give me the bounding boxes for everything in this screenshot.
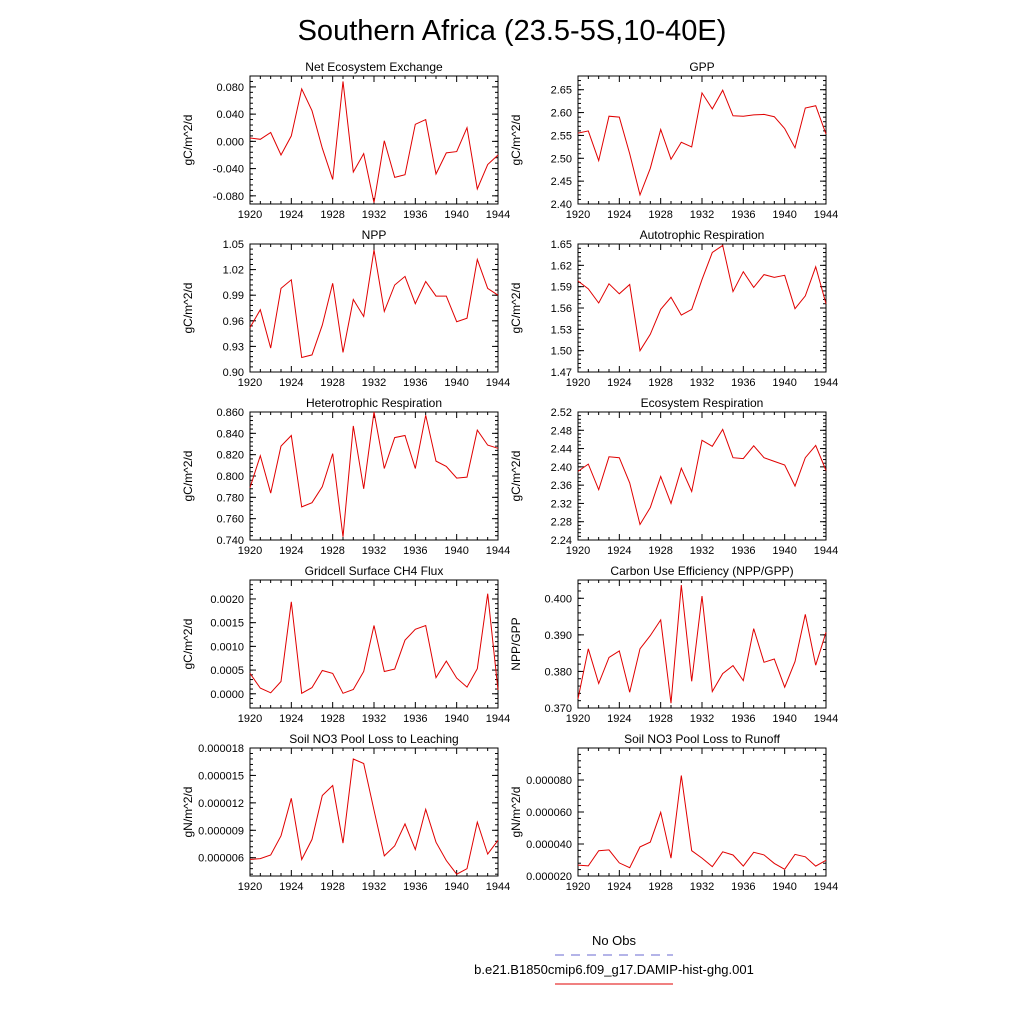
x-tick-label: 1920 [565, 209, 591, 221]
x-tick-label: 1928 [320, 713, 345, 725]
y-tick-label: 2.24 [550, 535, 572, 547]
panel-title: Net Ecosystem Exchange [305, 60, 443, 74]
y-tick-label: 0.000015 [198, 770, 244, 783]
panel-9 [181, 732, 510, 893]
panel-title: Soil NO3 Pool Loss to Runoff [624, 732, 780, 746]
y-tick-label: 0.380 [544, 666, 572, 679]
x-tick-label: 1928 [320, 209, 345, 221]
x-tick-label: 1940 [772, 713, 797, 725]
x-tick-label: 1928 [320, 881, 345, 893]
x-tick-label: 1920 [565, 377, 591, 389]
legend-model-label: b.e21.B1850cmip6.f09_g17.DAMIP-hist-ghg.001 [474, 962, 754, 977]
x-tick-label: 1936 [731, 545, 756, 557]
x-tick-label: 1932 [689, 881, 715, 893]
y-axis-label: NPP/GPP [509, 617, 523, 671]
x-tick-label: 1928 [648, 377, 673, 389]
figure-title: Southern Africa (23.5-5S,10-40E) [297, 15, 727, 47]
x-tick-label: 1928 [648, 545, 673, 557]
panel-3 [181, 228, 510, 389]
y-axis-label: gC/m^2/d [181, 114, 195, 166]
x-tick-label: 1944 [485, 881, 511, 893]
legend-obs-label: No Obs [591, 933, 637, 948]
y-tick-label: 0.0010 [210, 641, 244, 654]
panel-8 [509, 564, 838, 725]
x-tick-label: 1940 [772, 377, 797, 389]
series-line [578, 245, 826, 350]
legend [474, 933, 754, 984]
y-tick-label: 1.53 [550, 324, 572, 337]
panel-title: NPP [361, 228, 387, 242]
x-tick-label: 1940 [772, 545, 797, 557]
y-tick-label: 0.000060 [526, 807, 572, 819]
y-tick-label: 1.05 [222, 239, 244, 251]
panel-5 [181, 396, 510, 557]
y-tick-label: 0.0005 [210, 665, 244, 678]
y-tick-label: 1.56 [550, 303, 572, 315]
y-tick-label: 2.36 [550, 480, 572, 493]
x-tick-label: 1936 [403, 209, 428, 221]
panel-title: Gridcell Surface CH4 Flux [304, 564, 444, 578]
panel-title: Heterotrophic Respiration [305, 396, 443, 410]
y-tick-label: 0.000012 [198, 797, 244, 810]
panel-6 [509, 396, 838, 557]
y-axis-label: gC/m^2/d [509, 450, 523, 502]
x-tick-label: 1936 [403, 545, 428, 557]
x-tick-label: 1924 [607, 377, 632, 389]
x-tick-label: 1928 [320, 545, 345, 557]
y-tick-label: 0.0015 [210, 617, 244, 630]
series-line [578, 776, 826, 870]
y-tick-label: 0.040 [216, 109, 244, 122]
x-tick-label: 1932 [361, 545, 387, 557]
x-tick-label: 1920 [237, 713, 263, 725]
y-axis-label: gC/m^2/d [181, 282, 195, 334]
x-tick-label: 1940 [444, 713, 469, 725]
x-tick-label: 1920 [565, 545, 591, 557]
y-tick-label: 0.800 [216, 471, 244, 483]
y-tick-label: 0.370 [544, 703, 572, 715]
x-tick-label: 1944 [813, 881, 839, 893]
y-axis-label: gN/m^2/d [509, 786, 523, 838]
y-tick-label: 2.65 [550, 84, 572, 97]
y-tick-label: 2.40 [550, 461, 572, 474]
panel-title: Carbon Use Efficiency (NPP/GPP) [610, 564, 794, 578]
x-tick-label: 1928 [648, 209, 673, 221]
y-tick-label: 0.000018 [198, 743, 244, 755]
y-axis-label: gC/m^2/d [181, 618, 195, 670]
x-tick-label: 1944 [485, 713, 511, 725]
y-tick-label: 0.000009 [198, 825, 244, 838]
x-tick-label: 1928 [648, 713, 673, 725]
plot-frame [578, 412, 826, 540]
x-tick-label: 1920 [565, 881, 591, 893]
panel-2 [509, 60, 838, 221]
y-tick-label: 2.40 [550, 199, 572, 211]
y-tick-label: 0.760 [216, 513, 244, 526]
x-tick-label: 1924 [607, 545, 632, 557]
y-tick-label: 0.96 [222, 315, 244, 328]
y-tick-label: 2.48 [550, 425, 572, 438]
y-tick-label: 0.400 [544, 593, 572, 606]
panels-group [181, 60, 838, 893]
x-tick-label: 1928 [320, 377, 345, 389]
y-tick-label: 2.44 [550, 443, 572, 456]
x-tick-label: 1924 [607, 209, 632, 221]
y-tick-label: 0.000020 [526, 871, 572, 883]
y-axis-label: gC/m^2/d [181, 450, 195, 502]
y-tick-label: 0.93 [222, 341, 244, 354]
x-tick-label: 1940 [772, 209, 797, 221]
x-tick-label: 1940 [444, 209, 469, 221]
plot-frame [578, 748, 826, 876]
x-tick-label: 1932 [689, 377, 715, 389]
plot-frame [578, 244, 826, 372]
x-tick-label: 1944 [813, 209, 839, 221]
y-tick-label: 1.59 [550, 281, 572, 294]
x-tick-label: 1940 [444, 545, 469, 557]
y-tick-label: 0.99 [222, 290, 244, 303]
x-tick-label: 1924 [607, 881, 632, 893]
x-tick-label: 1936 [731, 377, 756, 389]
y-tick-label: 2.55 [550, 130, 572, 143]
y-tick-label: 0.740 [216, 535, 244, 547]
series-line [578, 90, 826, 195]
panel-7 [181, 564, 510, 725]
y-tick-label: 1.50 [550, 345, 572, 358]
x-tick-label: 1928 [648, 881, 673, 893]
x-tick-label: 1940 [444, 881, 469, 893]
x-tick-label: 1936 [731, 881, 756, 893]
y-tick-label: -0.040 [212, 163, 244, 176]
y-tick-label: 0.840 [216, 428, 244, 441]
y-tick-label: 2.28 [550, 516, 572, 529]
x-tick-label: 1924 [279, 713, 304, 725]
x-tick-label: 1940 [772, 881, 797, 893]
y-tick-label: 0.390 [544, 629, 572, 642]
y-tick-label: 0.0000 [210, 688, 244, 701]
x-tick-label: 1924 [279, 881, 304, 893]
y-tick-label: 0.000 [216, 136, 244, 149]
series-line [250, 412, 498, 537]
plot-frame [250, 76, 498, 204]
x-tick-label: 1940 [444, 377, 469, 389]
x-tick-label: 1932 [689, 209, 715, 221]
y-tick-label: -0.080 [212, 190, 244, 203]
panel-title: Ecosystem Respiration [640, 396, 764, 410]
y-tick-label: 2.32 [550, 498, 572, 511]
x-tick-label: 1944 [813, 545, 839, 557]
x-tick-label: 1932 [361, 209, 387, 221]
y-tick-label: 0.080 [216, 81, 244, 94]
y-tick-label: 0.780 [216, 492, 244, 505]
x-tick-label: 1944 [485, 209, 511, 221]
x-tick-label: 1944 [813, 377, 839, 389]
x-tick-label: 1936 [731, 713, 756, 725]
y-tick-label: 0.860 [216, 407, 244, 419]
y-tick-label: 0.000080 [526, 775, 572, 787]
x-tick-label: 1944 [485, 545, 511, 557]
panel-title: GPP [689, 60, 715, 74]
x-tick-label: 1936 [403, 881, 428, 893]
y-tick-label: 1.02 [222, 264, 244, 277]
x-tick-label: 1924 [279, 377, 304, 389]
x-tick-label: 1932 [361, 713, 387, 725]
x-tick-label: 1944 [813, 713, 839, 725]
x-tick-label: 1936 [731, 209, 756, 221]
y-axis-label: gC/m^2/d [509, 114, 523, 166]
y-tick-label: 2.60 [550, 107, 572, 120]
y-axis-label: gN/m^2/d [181, 786, 195, 838]
x-tick-label: 1932 [689, 545, 715, 557]
y-tick-label: 0.90 [222, 367, 244, 379]
plot-frame [250, 580, 498, 708]
y-tick-label: 1.65 [550, 239, 572, 251]
panel-title: Autotrophic Respiration [639, 228, 765, 242]
x-tick-label: 1920 [237, 209, 263, 221]
series-line [250, 250, 498, 358]
series-line [250, 759, 498, 874]
y-tick-label: 0.000006 [198, 852, 244, 865]
x-tick-label: 1920 [565, 713, 591, 725]
plot-frame [250, 412, 498, 540]
y-tick-label: 0.000040 [526, 839, 572, 851]
series-line [250, 81, 498, 202]
x-tick-label: 1924 [279, 545, 304, 557]
plot-frame [250, 244, 498, 372]
series-line [578, 429, 826, 524]
panel-1 [181, 60, 510, 221]
x-tick-label: 1932 [361, 881, 387, 893]
x-tick-label: 1920 [237, 881, 263, 893]
y-tick-label: 0.820 [216, 449, 244, 462]
x-tick-label: 1944 [485, 377, 511, 389]
panel-10 [509, 732, 838, 893]
x-tick-label: 1936 [403, 377, 428, 389]
panel-4 [509, 228, 838, 389]
y-tick-label: 2.52 [550, 407, 572, 419]
y-tick-label: 1.62 [550, 260, 572, 273]
x-tick-label: 1920 [237, 377, 263, 389]
x-tick-label: 1936 [403, 713, 428, 725]
x-tick-label: 1920 [237, 545, 263, 557]
series-line [250, 594, 498, 694]
panel-title: Soil NO3 Pool Loss to Leaching [289, 732, 459, 746]
y-tick-label: 2.45 [550, 176, 572, 189]
x-tick-label: 1932 [689, 713, 715, 725]
x-tick-label: 1932 [361, 377, 387, 389]
x-tick-label: 1924 [279, 209, 304, 221]
series-line [578, 585, 826, 703]
y-tick-label: 2.50 [550, 153, 572, 166]
y-tick-label: 0.0020 [210, 593, 244, 606]
y-tick-label: 1.47 [550, 367, 572, 379]
y-axis-label: gC/m^2/d [509, 282, 523, 334]
x-tick-label: 1924 [607, 713, 632, 725]
